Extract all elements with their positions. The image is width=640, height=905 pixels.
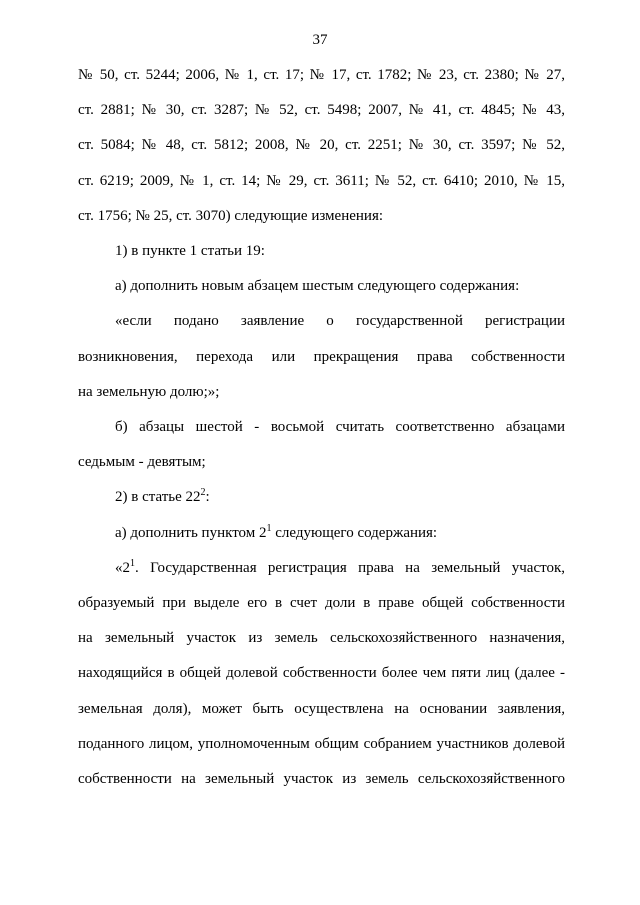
text-line: поданного лицом, уполномоченным общим собранием участников долевой [78,735,565,752]
text-line: ст. 5084; № 48, ст. 5812; 2008, № 20, ст. 2251; № 30, ст. 3597; № 52, [78,137,565,154]
text-line: на земельный участок из земель сельскохозяйственного назначения, [78,630,565,647]
text-line: № 50, ст. 5244; 2006, № 1, ст. 17; № 17, ст. 1782; № 23, ст. 2380; № 27, [78,67,565,83]
text-line: собственности на земельный участок из земель сельскохозяйственного [78,771,565,788]
paragraph [78,551,565,797]
text-line: а) дополнить пунктом $2^1$ следующего содержания: [115,522,438,541]
paragraph [78,234,565,269]
superscript: 1 [266,522,272,534]
text-line: ст. 1756; № 25, ст. 3070) следующие изменения: [78,207,384,224]
paragraph [78,410,565,480]
text-line: земельная доля), может быть осуществлена на основании заявления, [78,700,565,717]
text-line: седьмым - девятым; [78,454,206,471]
document-body [78,58,565,797]
paragraph [78,516,565,551]
superscript: 2 [200,487,206,499]
text-line: на земельную долю;»; [78,383,220,400]
text-line: образуемый при выделе его в счет доли в праве общей собственности [78,595,565,612]
page-number: 37 [312,32,328,48]
text-line: ст. 6219; 2009, № 1, ст. 14; № 29, ст. 3611; № 52, ст. 6410; 2010, № 15, [78,172,565,189]
paragraph [78,58,565,234]
text-line: 1) в пункте 1 статьи 19: [115,243,265,260]
text-line: возникновения, перехода или прекращения права собственности [78,348,565,365]
text-line: б) абзацы шестой - восьмой считать соответственно абзацами [115,419,565,436]
text-line: а) дополнить новым абзацем шестым следующего содержания: [115,278,520,295]
text-line: ст. 2881; № 30, ст. 3287; № 52, ст. 5498; 2007, № 41, ст. 4845; № 43, [78,102,565,119]
paragraph [78,480,565,515]
text-line: 2) в статье $22^2$: [115,487,210,506]
paragraph [78,269,565,304]
text-line: находящийся в общей долевой собственности более чем пяти лиц (далее - [78,665,565,682]
text-line: «если подано заявление о государственной регистрации [115,313,565,330]
superscript: 1 [130,557,135,569]
text-line: «$2^1$. Государственная регистрация права на земельный участок, [115,557,565,576]
paragraph [78,304,565,410]
